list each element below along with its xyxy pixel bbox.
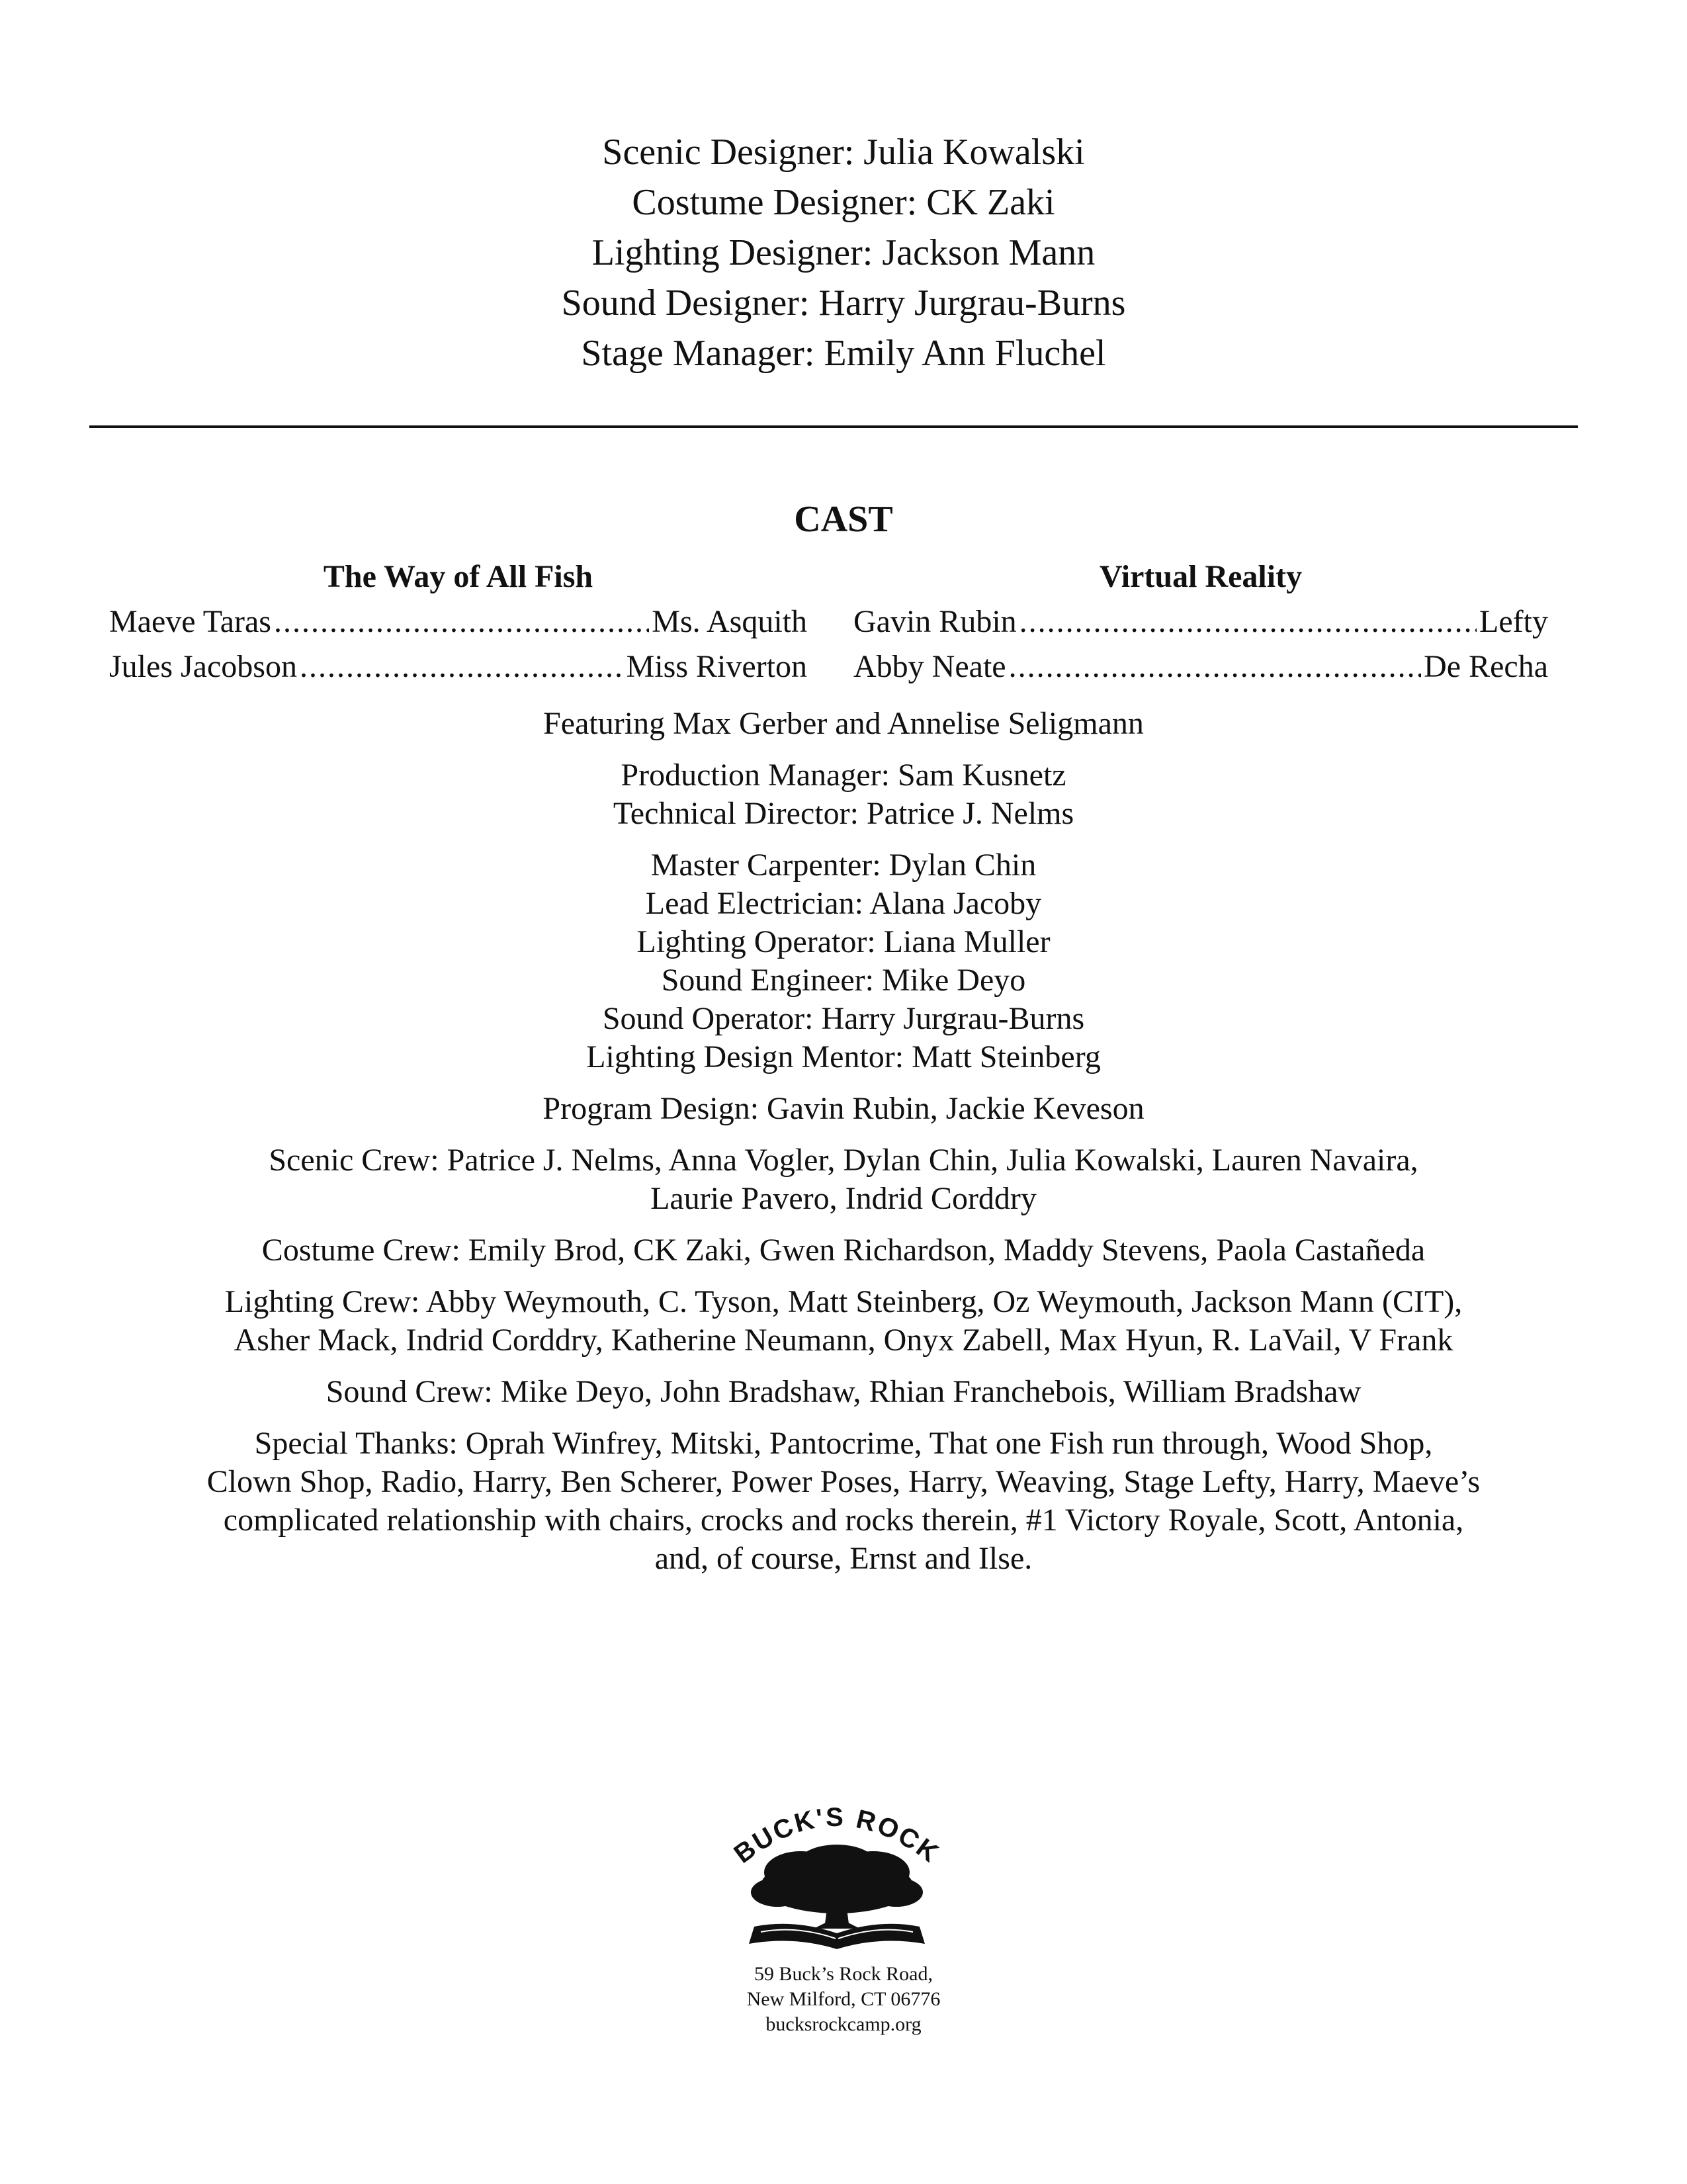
- lighting-operator-credit: Lighting Operator: Liana Muller: [636, 924, 1051, 959]
- sound-crew-line: Sound Crew: Mike Deyo, John Bradshaw, Rhian Franchebois, William Bradshaw: [325, 1374, 1362, 1409]
- cast-row: [109, 599, 807, 644]
- cast-row: [853, 644, 1548, 689]
- master-carpenter-credit: Master Carpenter: Dylan Chin: [650, 848, 1037, 883]
- crew-credits: [89, 705, 1598, 1591]
- tree-on-book-icon: [714, 1786, 959, 1958]
- lighting-crew-line: Lighting Crew: Abby Weymouth, C. Tyson, Matt Steinberg, Oz Weymouth, Jackson Mann (CIT),: [224, 1284, 1463, 1319]
- special-thanks-line: and, of course, Ernst and Ilse.: [654, 1541, 1033, 1576]
- sound-designer-credit: Sound Designer: Harry Jurgrau-Burns: [561, 283, 1126, 324]
- cast-row: [853, 599, 1548, 644]
- leader-dots: [1009, 644, 1422, 689]
- lighting-designer-credit: Lighting Designer: Jackson Mann: [591, 232, 1096, 273]
- scenic-crew-line: Scenic Crew: Patrice J. Nelms, Anna Vogler, Dylan Chin, Julia Kowalski, Lauren Navaira,: [269, 1143, 1418, 1178]
- sound-engineer-credit: Sound Engineer: Mike Deyo: [661, 963, 1026, 998]
- leader-dots: [1019, 599, 1477, 644]
- actor-name: Gavin Rubin: [853, 604, 1017, 639]
- production-manager-credit: Production Manager: Sam Kusnetz: [621, 758, 1066, 793]
- play-title-way-of-all-fish: The Way of All Fish: [323, 559, 593, 594]
- camp-address: [0, 1962, 1687, 2037]
- program-design-block: [89, 1090, 1598, 1128]
- cast-heading: CAST: [794, 499, 893, 540]
- special-thanks-line: Special Thanks: Oprah Winfrey, Mitski, Pantocrime, That one Fish run through, Wood Shop,: [254, 1426, 1433, 1461]
- actor-name: Maeve Taras: [109, 604, 271, 639]
- leader-dots: [300, 644, 624, 689]
- special-thanks-line: Clown Shop, Radio, Harry, Ben Scherer, Power Poses, Harry, Weaving, Stage Lefty, Harry, Maeve’s: [206, 1464, 1481, 1499]
- lighting-crew-line: Asher Mack, Indrid Corddry, Katherine Neumann, Onyx Zabell, Max Hyun, R. LaVail, V Frank: [234, 1323, 1453, 1358]
- lighting-design-mentor-credit: Lighting Design Mentor: Matt Steinberg: [586, 1039, 1101, 1074]
- featuring-line: Featuring Max Gerber and Annelise Seligmann: [543, 706, 1144, 741]
- lead-electrician-credit: Lead Electrician: Alana Jacoby: [645, 886, 1042, 921]
- designer-credits: [0, 127, 1687, 378]
- play-title-virtual-reality: Virtual Reality: [1099, 559, 1303, 594]
- role-name: Ms. Asquith: [652, 604, 807, 639]
- cast-column-way-of-all-fish: [109, 554, 807, 689]
- technical-director-credit: Technical Director: Patrice J. Nelms: [613, 796, 1074, 831]
- lighting-crew-block: [89, 1283, 1598, 1360]
- production-credits: [89, 756, 1598, 833]
- street-address: 59 Buck’s Rock Road,: [754, 1963, 933, 1985]
- scenic-designer-credit: Scenic Designer: Julia Kowalski: [602, 132, 1085, 173]
- featuring-line-block: [89, 705, 1598, 743]
- cast-column-virtual-reality: [853, 554, 1548, 689]
- role-name: Lefty: [1479, 604, 1548, 639]
- costume-crew-line: Costume Crew: Emily Brod, CK Zaki, Gwen Richardson, Maddy Stevens, Paola Castañeda: [261, 1233, 1426, 1268]
- website-url[interactable]: bucksrockcamp.org: [765, 2013, 922, 2035]
- actor-name: Abby Neate: [853, 649, 1006, 684]
- costume-designer-credit: Costume Designer: CK Zaki: [632, 182, 1055, 223]
- role-name: Miss Riverton: [626, 649, 807, 684]
- role-name: De Recha: [1424, 649, 1548, 684]
- scenic-crew-line: Laurie Pavero, Indrid Corddry: [650, 1181, 1037, 1216]
- program-design-credit: Program Design: Gavin Rubin, Jackie Keveson: [542, 1091, 1145, 1126]
- special-thanks-line: complicated relationship with chairs, crocks and rocks therein, #1 Victory Royale, Scott, Antonia,: [223, 1503, 1464, 1538]
- costume-crew-block: [89, 1231, 1598, 1270]
- cast-row: [109, 644, 807, 689]
- leader-dots: [274, 599, 649, 644]
- bucks-rock-logo: [714, 1786, 959, 1962]
- logo-text: BUCK'S ROCK: [728, 1802, 945, 1869]
- city-state-zip: New Milford, CT 06776: [746, 1988, 941, 2010]
- section-divider: [89, 425, 1578, 428]
- stage-manager-credit: Stage Manager: Emily Ann Fluchel: [581, 333, 1106, 374]
- scenic-crew-block: [89, 1141, 1598, 1218]
- sound-operator-credit: Sound Operator: Harry Jurgrau-Burns: [602, 1001, 1085, 1036]
- technical-credits: [89, 846, 1598, 1076]
- special-thanks-block: [89, 1424, 1598, 1578]
- sound-crew-block: [89, 1373, 1598, 1411]
- actor-name: Jules Jacobson: [109, 649, 297, 684]
